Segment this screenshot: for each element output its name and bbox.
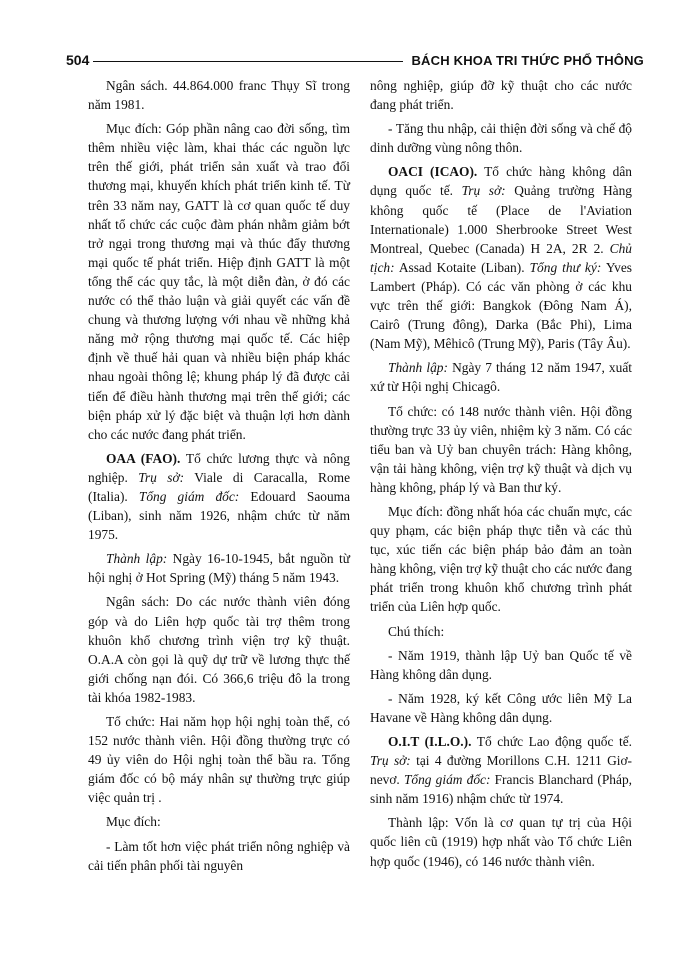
oaa-purpose-label: Mục đích: — [106, 814, 161, 830]
oaci-heading: OACI (ICAO). — [388, 164, 478, 180]
header-rule — [93, 61, 403, 62]
note-item-1: - Năm 1919, thành lập Uỷ ban Quốc tế về Hàng không dân dụng. — [370, 647, 632, 682]
oaa-organization-paragraph: Tổ chức: Hai năm họp hội nghị toàn thể, có 152 nước thành viên. Hội đồng thường trực có 49 ủy viên do Hội nghị toàn thể bầu ra. Tổng giám đốc có bộ máy nhân sự thường trực giúp việc quản trị . — [88, 714, 350, 806]
oit-founded-paragraph: Thành lập: Vốn là cơ quan tự trị của Hội quốc liên cũ (1919) hợp nhất vào Tổ chức Liên hợp quốc (1946), có 146 nước thành viên. — [370, 815, 632, 869]
oaa-budget-paragraph: Ngân sách: Do các nước thành viên đóng góp và do Liên hợp quốc tài trợ thêm trong khuôn khổ chương trình viện trợ kỹ thuật. O.A.A còn gọi là quỹ dự trữ về lương thực thế giới chống nạn đói. Có 366,6 triệu đô la trong tài khóa 1982-1983. — [88, 594, 350, 705]
right-column — [370, 76, 632, 876]
oaa-intro-paragraph: OAA (FAO). Tổ chức lương thực và nông nghiệp. Trụ sở: Viale di Caracalla, Rome (Italia). Tổng giám đốc: Edouard Saouma (Liban), sinh năm 1926, nhậm chức từ năm 1975. — [88, 450, 351, 543]
page-number: 504 — [66, 52, 90, 68]
note-item-2: - Năm 1928, ký kết Công ước liên Mỹ La Havane về Hàng không dân dụng. — [370, 690, 632, 725]
page-header — [66, 50, 644, 70]
oaa-purpose-continued: nông nghiệp, giúp đỡ kỹ thuật cho các nước đang phát triển. — [370, 78, 632, 113]
oaa-founded-paragraph: Thành lập: Ngày 16-10-1945, bắt nguồn từ hội nghị ở Hot Spring (Mỹ) tháng 5 năm 1943. — [88, 551, 350, 586]
oaci-purpose-paragraph: Mục đích: đồng nhất hóa các chuẩn mực, các quy phạm, các biện pháp thực tiễn và các thủ tục, xúc tiến các biện pháp bảo đảm an toàn hàng không, viện trợ kỹ thuật cho các nước đang phát triển trong khuôn khổ chương trình phát triển của Liên hợp quốc. — [370, 503, 632, 615]
oaa-purpose-item: - Làm tốt hơn việc phát triển nông nghiệp và cải tiến phân phối tài nguyên — [88, 838, 350, 873]
book-title: BÁCH KHOA TRI THỨC PHỔ THÔNG — [411, 52, 644, 68]
gatt-purpose-paragraph: Mục đích: Góp phần nâng cao đời sống, tìm thêm nhiều việc làm, khai thác các nguồn lực trên thế giới, phát triển sản xuất và trao đổi thương mại, khuyến khích phát triển kinh tế. Từ trên 33 năm nay, GATT là cơ quan quốc tế duy nhất tổ chức các cuộc đàm phán nhằm giảm bớt trở ngại trong thương mại và thúc đẩy thương mại quốc tế phát triển. Hiệp định GATT là một tổng thể các quy tắc, là một diễn đàn, ở đó các nước có thể thảo luận và giải quyết các vấn đề chung và thương lượng với nhau về những khả năng mở rộng thương mại quốc tế. Các hiệp định về thuế hải quan và nhiều biện pháp khác nhau ngoài thông lệ; khung pháp lý đã được cải tiến để điều hành thương mại trên thế giới; các biện pháp xử lý đặc biệt và thuận lợi hơn dành cho các nước đang phát triển. — [88, 121, 350, 442]
oit-heading: O.I.T (I.L.O.). — [388, 734, 472, 749]
oaa-purpose-item-2: - Tăng thu nhập, cải thiện đời sống và chế độ dinh dưỡng vùng nông thôn. — [370, 121, 632, 156]
oaa-heading: OAA (FAO). — [106, 450, 181, 466]
oaci-organization-paragraph: Tổ chức: có 148 nước thành viên. Hội đồng thường trực 33 ủy viên, nhiệm kỳ 3 năm. Có các tiểu ban và Uỷ ban chuyên trách: Hàng không, vận tải hàng không, viện trợ kỹ thuật và dịch vụ hàng không, pháp lý và Ban thư ký. — [370, 403, 632, 495]
note-label: Chú thích: — [388, 623, 445, 639]
oaci-intro-paragraph: OACI (ICAO). Tổ chức hàng không dân dụng quốc tế. Trụ sở: Quảng trường Hàng không quốc tế (Place de l'Aviation Internationale) 1.000 Sherbrooke Street West Montreal, Quebec (Canada) H 2A, 2R 2. Chủ tịch: Assad Kotaite (Liban). Tổng thư ký: Yves Lambert (Pháp). Có các văn phòng ở các khu vực trên thế giới: Bangkok (Đông Nam Á), Cairô (Trung đông), Darka (Bắc Phi), Lima (Nam Mỹ), Mêhicô (Trung Mỹ), Paris (Tây Âu). — [370, 164, 633, 352]
left-column — [88, 76, 350, 880]
oaci-founded-paragraph: Thành lập: Ngày 7 tháng 12 năm 1947, xuất xứ từ Hội nghị Chicagô. — [370, 360, 632, 395]
oit-intro-paragraph: O.I.T (I.L.O.). Tổ chức Lao động quốc tế. Trụ sở: tại 4 đường Morillons C.H. 1211 Giơ-nevơ. Tổng giám đốc: Francis Blanchard (Pháp, sinh năm 1916) nhậm chức từ 1974. — [370, 734, 632, 807]
gatt-budget-paragraph: Ngân sách. 44.864.000 franc Thụy Sĩ trong năm 1981. — [88, 78, 350, 113]
